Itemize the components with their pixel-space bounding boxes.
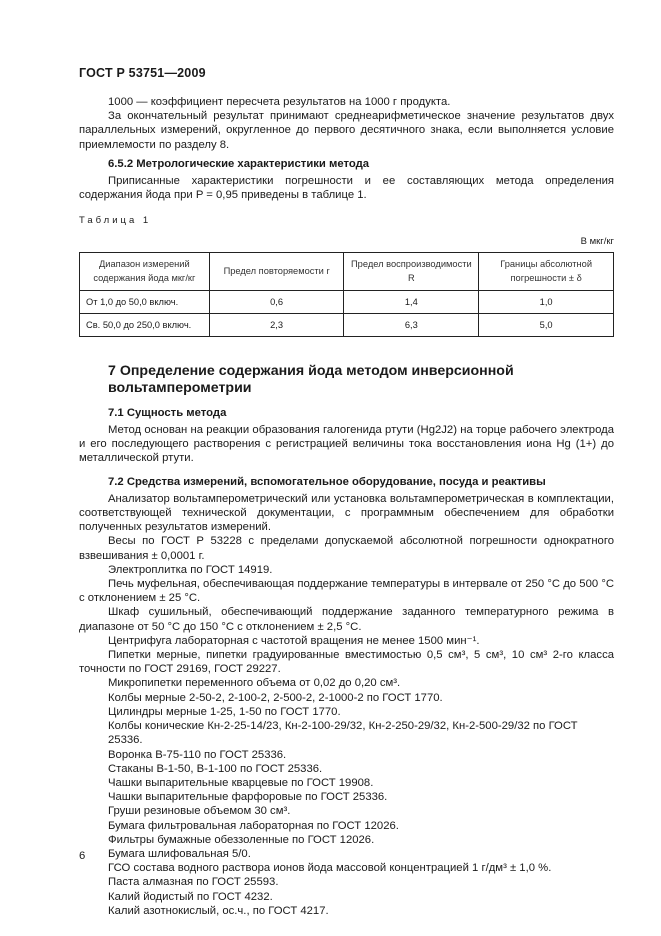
section-7-title: 7 Определение содержания йода методом инверсионной вольтамперометрии — [108, 362, 514, 396]
list-item: Чашки выпарительные кварцевые по ГОСТ 19908. — [108, 776, 374, 789]
table-row — [80, 290, 614, 313]
section-7-2-title: 7.2 Средства измерений, вспомогательное оборудование, посуда и реактивы — [108, 475, 546, 488]
list-item: Электроплитка по ГОСТ 14919. — [108, 563, 273, 576]
list-item: Пипетки мерные, пипетки градуированные вместимостью 0,5 см³, 5 см³, 10 см³ 2-го класса точности по ГОСТ 29169, ГОСТ 29227. — [79, 649, 614, 676]
section-7-1-title: 7.1 Сущность метода — [108, 406, 227, 419]
table-caption: Таблица 1 — [79, 215, 152, 227]
table-cell: 5,0 — [479, 313, 614, 336]
table-cell: 2,3 — [209, 313, 344, 336]
table-1 — [79, 252, 614, 337]
list-item: Бумага фильтровальная лабораторная по ГОСТ 12026. — [108, 819, 399, 832]
table-header-error-bounds: Границы абсолютной погрешности ± δ — [479, 252, 614, 290]
list-item: Стаканы В-1-50, В-1-100 по ГОСТ 25336. — [108, 762, 323, 775]
table-unit: В мкг/кг — [580, 235, 614, 247]
intro-paragraph-result: За окончательный результат принимают среднеарифметическое значение результатов двух параллельных измерений, округленное до первого десятичного знака, если выполняется условие приемлемости по разделу 8. — [79, 110, 614, 151]
list-item: Калий йодистый по ГОСТ 4232. — [108, 890, 273, 903]
table-header-range: Диапазон измерений содержания йода мкг/кг — [80, 252, 210, 290]
table-header-reproducibility: Предел воспроизводимости R — [344, 252, 479, 290]
table-cell: 6,3 — [344, 313, 479, 336]
page-number: 6 — [79, 850, 86, 862]
table-cell: 1,4 — [344, 290, 479, 313]
list-item: ГСО состава водного раствора ионов йода массовой концентрацией 1 г/дм³ ± 1,0 %. — [108, 862, 552, 875]
table-header-row — [80, 252, 614, 290]
table-cell: От 1,0 до 50,0 включ. — [80, 290, 210, 313]
list-item: Груши резиновые объемом 30 см³. — [108, 805, 291, 818]
list-item: Микропипетки переменного объема от 0,02 до 0,20 см³. — [108, 677, 401, 690]
list-item: Фильтры бумажные обеззоленные по ГОСТ 12026. — [108, 833, 375, 846]
section-6-5-2-title: 6.5.2 Метрологические характеристики метода — [108, 157, 370, 170]
list-item: Колбы конические Кн-2-25-14/23, Кн-2-100-29/32, Кн-2-250-29/32, Кн-2-500-29/32 по ГОСТ 25336. — [108, 720, 578, 747]
table-cell: Св. 50,0 до 250,0 включ. — [80, 313, 210, 336]
list-item: Чашки выпарительные фарфоровые по ГОСТ 25336. — [108, 791, 388, 804]
list-item: Центрифуга лабораторная с частотой вращения не менее 1500 мин⁻¹. — [108, 634, 480, 647]
intro-line-coefficient: 1000 — коэффициент пересчета результатов на 1000 г продукта. — [108, 96, 451, 108]
table-cell: 0,6 — [209, 290, 344, 313]
equipment-list — [79, 492, 614, 918]
list-item: Печь муфельная, обеспечивающая поддержание температуры в интервале от 250 °С до 500 °С с отклонением ± 25 °С. — [79, 578, 614, 605]
table-header-repeatability: Предел повторяемости r — [209, 252, 344, 290]
list-item: Анализатор вольтамперометрический или установка вольтамперометрическая в комплектации, соответствующей технической документации, с программным обеспечением для обработки полученных результатов измерений. — [79, 492, 614, 534]
list-item: Бумага шлифовальная 5/0. — [108, 847, 251, 860]
list-item: Весы по ГОСТ Р 53228 с пределами допускаемой абсолютной погрешности однократного взвешивания ± 0,0001 г. — [79, 535, 614, 562]
list-item: Цилиндры мерные 1-25, 1-50 по ГОСТ 1770. — [108, 705, 341, 718]
table-row — [80, 313, 614, 336]
page-content — [79, 95, 614, 918]
table-cell: 1,0 — [479, 290, 614, 313]
list-item: Воронка В-75-110 по ГОСТ 25336. — [108, 748, 287, 761]
list-item: Колбы мерные 2-50-2, 2-100-2, 2-500-2, 2-1000-2 по ГОСТ 1770. — [108, 691, 443, 704]
list-item: Шкаф сушильный, обеспечивающий поддержание заданного температурного режима в диапазоне от 50 °С до 150 °С с отклонением ± 2,5 °С. — [79, 606, 614, 633]
section-6-5-2-text: Приписанные характеристики погрешности и ее составляющих метода определения содержания йода при P = 0,95 приведены в таблице 1. — [79, 175, 614, 202]
list-item: Калий азотнокислый, ос.ч., по ГОСТ 4217. — [108, 904, 329, 917]
page-header: ГОСТ Р 53751—2009 — [79, 66, 206, 80]
section-7-1-text: Метод основан на реакции образования галогенида ртути (Hg2J2) на торце рабочего электрода и его последующего растворения с регистрацией величины тока восстановления иона Hg (1+) до металлической ртути. — [79, 424, 614, 465]
list-item: Паста алмазная по ГОСТ 25593. — [108, 876, 279, 889]
